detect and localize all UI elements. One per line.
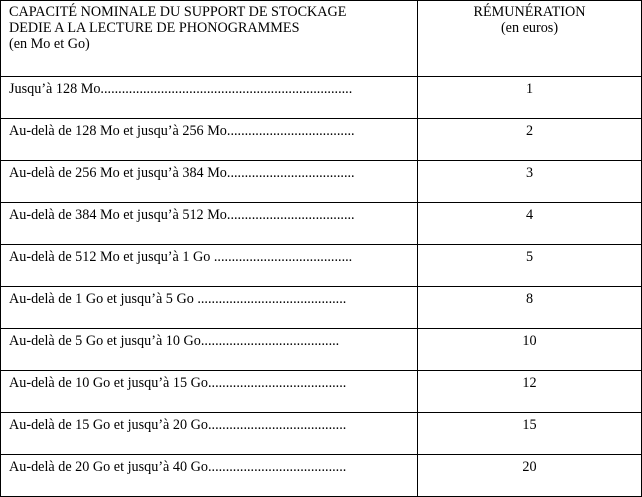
remuneration-cell: 4 (418, 203, 642, 245)
remuneration-cell: 1 (418, 77, 642, 119)
remuneration-cell: 10 (418, 329, 642, 371)
table-row (1, 203, 642, 245)
capacity-cell: Au-delà de 15 Go et jusqu’à 20 Go....................................... (1, 413, 418, 455)
header-remuneration-unit: (en euros) (500, 20, 559, 36)
capacity-cell: Au-delà de 512 Mo et jusqu’à 1 Go ....................................... (1, 245, 418, 287)
capacity-cell: Au-delà de 1 Go et jusqu’à 5 Go .......................................... (1, 287, 418, 329)
table-row (1, 119, 642, 161)
table-row (1, 371, 642, 413)
remuneration-cell: 15 (418, 413, 642, 455)
capacity-cell: Au-delà de 5 Go et jusqu’à 10 Go....................................... (1, 329, 418, 371)
capacity-cell: Au-delà de 10 Go et jusqu’à 15 Go....................................... (1, 371, 418, 413)
remuneration-cell: 20 (418, 455, 642, 497)
table-row (1, 329, 642, 371)
table-row (1, 77, 642, 119)
table-row (1, 455, 642, 497)
capacity-cell: Au-delà de 20 Go et jusqu’à 40 Go....................................... (1, 455, 418, 497)
table-row (1, 161, 642, 203)
table-row (1, 287, 642, 329)
remuneration-cell: 5 (418, 245, 642, 287)
header-remuneration (418, 1, 642, 77)
remuneration-cell: 12 (418, 371, 642, 413)
header-remuneration-title: RÉMUNÉRATION (473, 4, 586, 20)
table-row (1, 245, 642, 287)
capacity-cell: Au-delà de 256 Mo et jusqu’à 384 Mo.................................... (1, 161, 418, 203)
remuneration-cell: 8 (418, 287, 642, 329)
remuneration-cell: 2 (418, 119, 642, 161)
capacity-cell: Au-delà de 384 Mo et jusqu’à 512 Mo.................................... (1, 203, 418, 245)
capacity-cell: Jusqu’à 128 Mo....................................................................... (1, 77, 418, 119)
header-capacity-line: DEDIE A LA LECTURE DE PHONOGRAMMES (9, 20, 300, 36)
capacity-cell: Au-delà de 128 Mo et jusqu’à 256 Mo.................................... (1, 119, 418, 161)
header-capacity (1, 1, 418, 77)
table-row (1, 413, 642, 455)
header-capacity-line: CAPACITÉ NOMINALE DU SUPPORT DE STOCKAGE (9, 4, 347, 20)
remuneration-cell: 3 (418, 161, 642, 203)
header-capacity-unit: (en Mo et Go) (9, 36, 90, 52)
table-header-row (1, 1, 642, 77)
